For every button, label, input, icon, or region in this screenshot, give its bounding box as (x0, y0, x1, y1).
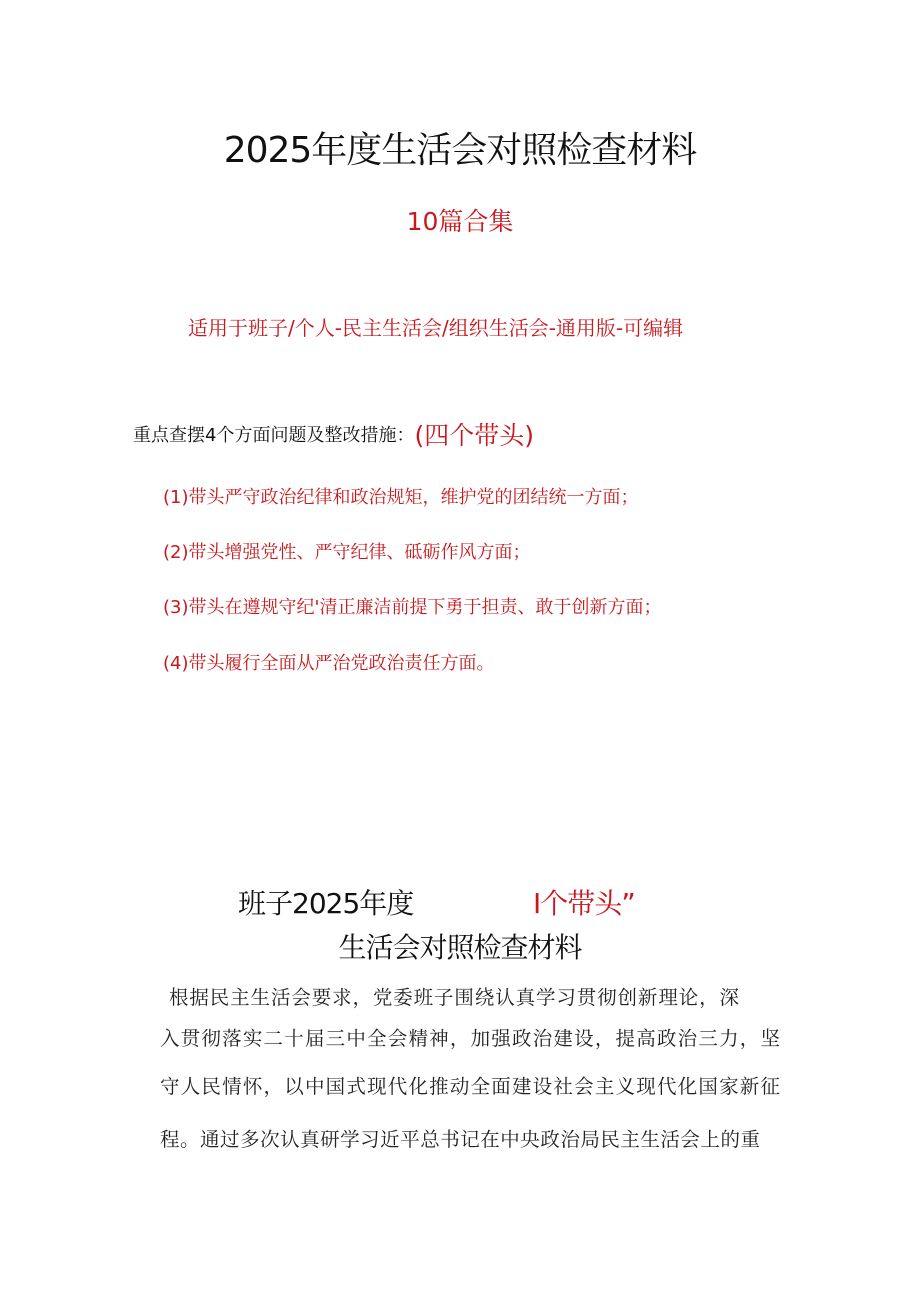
section-title-part2: I个带头” (533, 887, 635, 920)
aspect-item-1: (1)带头严守政治纪律和政治规矩，维护党的团结统一方面； (163, 487, 639, 508)
section-title-part1: 班子2025年度 (238, 887, 414, 920)
body-paragraph-line: 根据民主生活会要求，党委班子围绕认真学习贯彻创新理论，深 (169, 986, 739, 1009)
aspect-item-2: (2)带头增强党性、严守纪律、砥砺作风方面； (163, 542, 531, 563)
body-paragraph-line: 程。通过多次认真研学习近平总书记在中央政治局民主生活会上的重 (160, 1128, 760, 1151)
aspect-item-4: (4)带头履行全面从严治党政治责任方面。 (163, 653, 495, 674)
section-title-line2: 生活会对照检查材料 (338, 931, 582, 964)
focus-highlight: (四个带头) (414, 421, 534, 450)
body-paragraph-line: 守人民情怀，以中国式现代化推动全面建设社会主义现代化国家新征 (160, 1075, 780, 1098)
applicable-scope: 适用于班子/个人-民主生活会/组织生活会-通用版-可编辑 (188, 316, 684, 340)
document-title: 2025年度生活会对照检查材料 (223, 130, 697, 171)
focus-heading (133, 416, 534, 452)
document-subtitle: 10篇合集 (406, 207, 514, 236)
focus-label: 重点查摆4个方面问题及整改措施： (133, 425, 415, 446)
body-paragraph-line: 入贯彻落实二十届三中全会精神，加强政治建设，提高政治三力，坚 (160, 1027, 780, 1050)
aspect-item-3: (3)带头在遵规守纪'清正廉洁前提下勇于担责、敢于创新方面； (163, 597, 662, 618)
